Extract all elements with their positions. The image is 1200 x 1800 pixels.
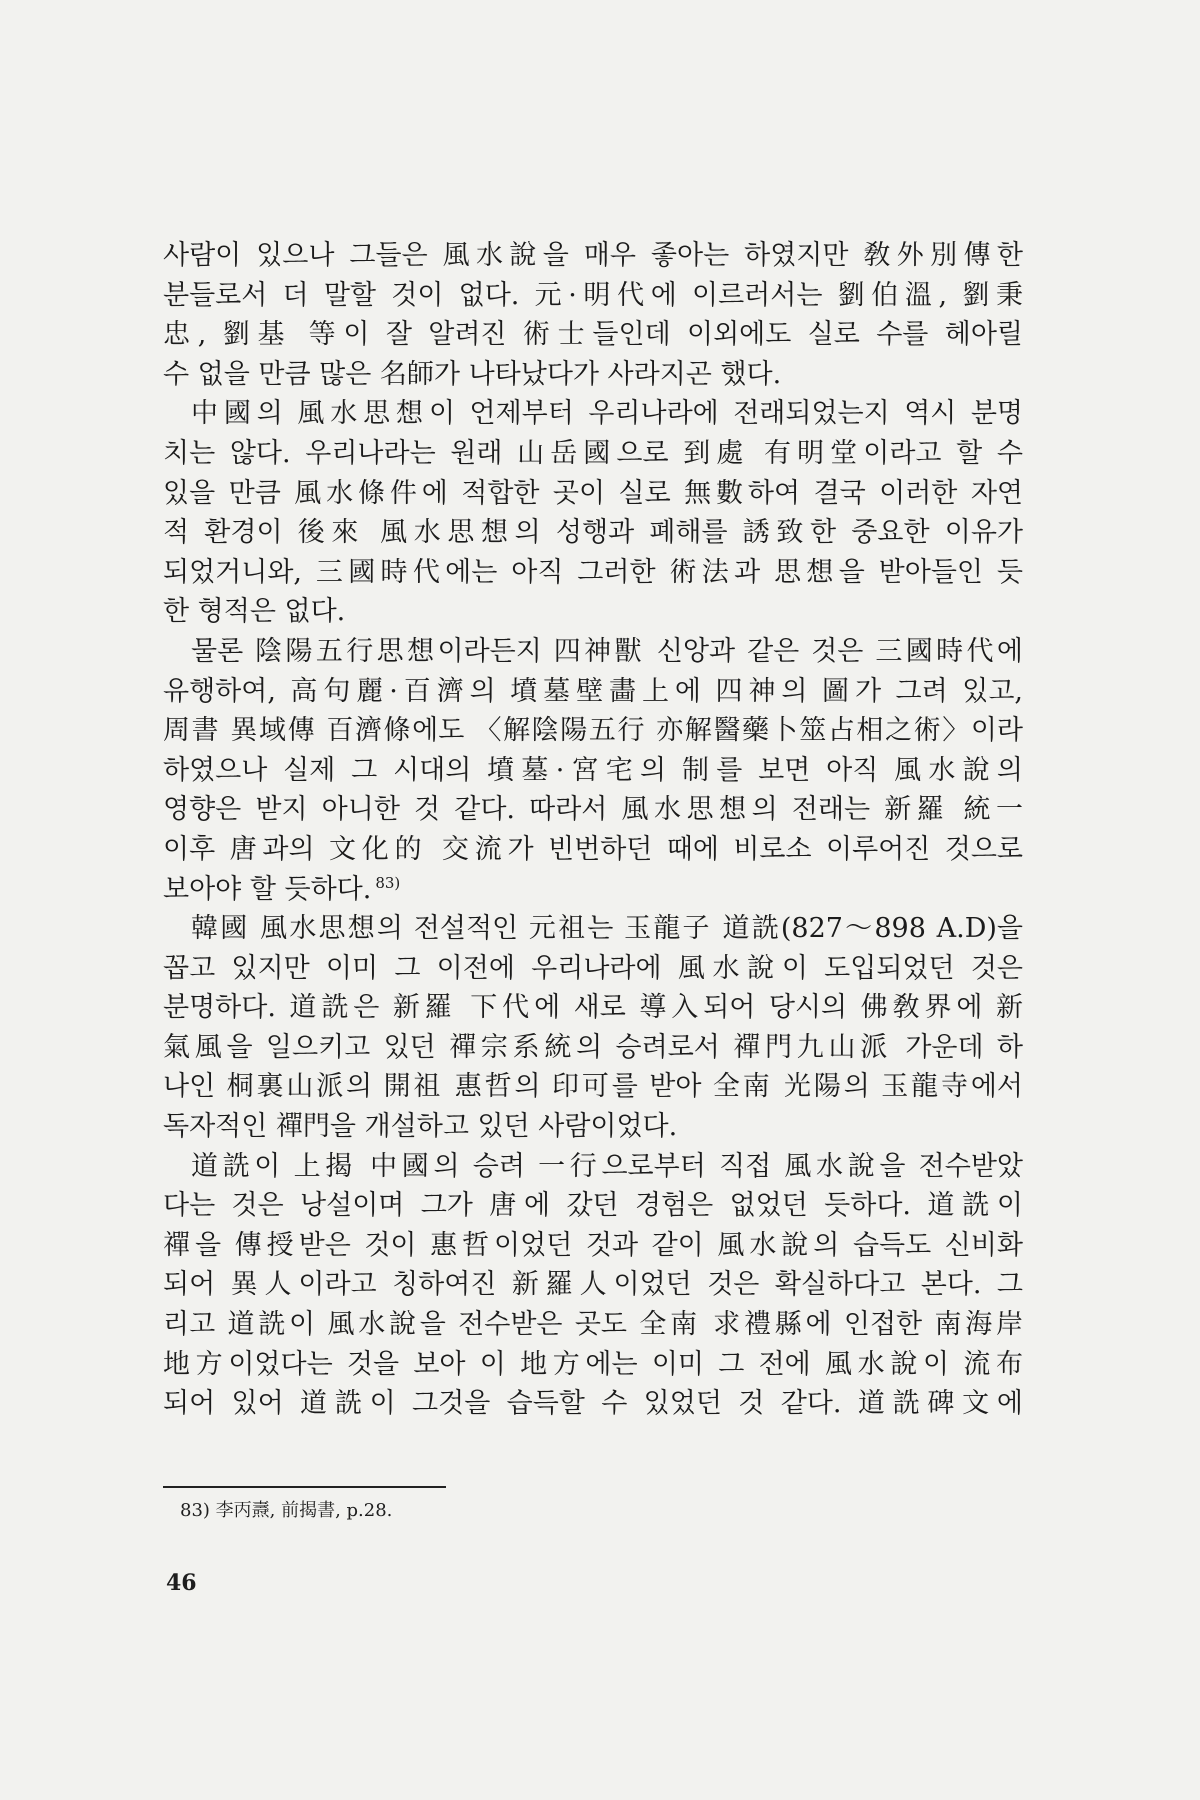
text-line: 독자적인 禪門을 개설하고 있던 사람이었다. xyxy=(163,1111,678,1143)
body-text xyxy=(163,236,1023,1424)
text-line: 나인 桐裏山派의 開祖 惠哲의 印可를 받아 全南 光陽의 玉龍寺에서 xyxy=(163,1071,1023,1103)
text-line: 영향은 받지 아니한 것 같다. 따라서 風水思想의 전래는 新羅 統一 xyxy=(163,794,1023,826)
paragraph xyxy=(163,632,1023,909)
text-line: 道詵이 上揭 中國의 승려 一行으로부터 직접 風水說을 전수받았 xyxy=(191,1150,1023,1182)
text-line: 분들로서 더 말할 것이 없다. 元·明代에 이르러서는 劉伯溫, 劉秉 xyxy=(163,279,1023,311)
paragraph xyxy=(163,394,1023,632)
page-number: 46 xyxy=(166,1570,197,1596)
text-line: 있을 만큼 風水條件에 적합한 곳이 실로 無數하여 결국 이러한 자연 xyxy=(163,477,1023,509)
footnote: 83) 李丙燾, 前揭書, p.28. xyxy=(180,1500,393,1521)
text-line: 보아야 할 듯하다. xyxy=(163,873,372,905)
text-line: 하였으나 실제 그 시대의 墳墓·宮宅의 制를 보면 아직 風水說의 xyxy=(163,754,1023,786)
footnote-reference: 83) xyxy=(375,873,401,892)
footnote-divider xyxy=(163,1486,446,1488)
text-line: 분명하다. 道詵은 新羅 下代에 새로 導入되어 당시의 佛敎界에 新 xyxy=(163,992,1023,1024)
text-line: 사람이 있으나 그들은 風水說을 매우 좋아는 하였지만 敎外別傳한 xyxy=(163,240,1023,271)
text-line: 수 없을 만큼 많은 名師가 나타났다가 사라지곤 했다. xyxy=(163,358,782,390)
text-line: 되었거니와, 三國時代에는 아직 그러한 術法과 思想을 받아들인 듯 xyxy=(163,556,1023,588)
text-line: 되어 異人이라고 칭하여진 新羅人이었던 것은 확실하다고 본다. 그 xyxy=(163,1269,1023,1301)
text-line: 꼽고 있지만 이미 그 이전에 우리나라에 風水說이 도입되었던 것은 xyxy=(163,952,1023,984)
text-line: 유행하여, 高句麗·百濟의 墳墓壁畵上에 四神의 圖가 그려 있고, xyxy=(163,675,1023,707)
text-line: 中國의 風水思想이 언제부터 우리나라에 전래되었는지 역시 분명 xyxy=(191,398,1023,430)
text-line: 다는 것은 낭설이며 그가 唐에 갔던 경험은 없었던 듯하다. 道詵이 xyxy=(163,1190,1023,1222)
paragraph xyxy=(163,909,1023,1147)
text-line: 적 환경이 後來 風水思想의 성행과 폐해를 誘致한 중요한 이유가 xyxy=(163,517,1023,549)
text-line: 氣風을 일으키고 있던 禪宗系統의 승려로서 禪門九山派 가운데 하 xyxy=(163,1031,1023,1063)
text-line: 물론 陰陽五行思想이라든지 四神獸 신앙과 같은 것은 三國時代에 xyxy=(191,635,1023,667)
text-line: 周書 異域傳 百濟條에도 〈解陰陽五行 亦解醫藥卜筮占相之術〉이라 xyxy=(163,715,1023,747)
text-line: 韓國 風水思想의 전설적인 元祖는 玉龍子 道詵(827〜898 A.D)을 xyxy=(191,913,1023,945)
text-line: 리고 道詵이 風水說을 전수받은 곳도 全南 求禮縣에 인접한 南海岸 xyxy=(163,1309,1023,1341)
text-line: 한 형적은 없다. xyxy=(163,596,346,628)
text-line: 忠, 劉基 等이 잘 알려진 術士들인데 이외에도 실로 수를 헤아릴 xyxy=(163,319,1023,351)
text-line: 地方이었다는 것을 보아 이 地方에는 이미 그 전에 風水說이 流布 xyxy=(163,1348,1023,1380)
paragraph xyxy=(163,236,1023,394)
text-line: 이후 唐과의 文化的 交流가 빈번하던 때에 비로소 이루어진 것으로 xyxy=(163,833,1023,865)
text-line: 禪을 傳授받은 것이 惠哲이었던 것과 같이 風水說의 습득도 신비화 xyxy=(163,1229,1023,1261)
text-line: 치는 않다. 우리나라는 원래 山岳國으로 到處 有明堂이라고 할 수 xyxy=(163,437,1023,469)
text-line: 되어 있어 道詵이 그것을 습득할 수 있었던 것 같다. 道詵碑文에 xyxy=(163,1388,1023,1420)
paragraph xyxy=(163,1147,1023,1424)
